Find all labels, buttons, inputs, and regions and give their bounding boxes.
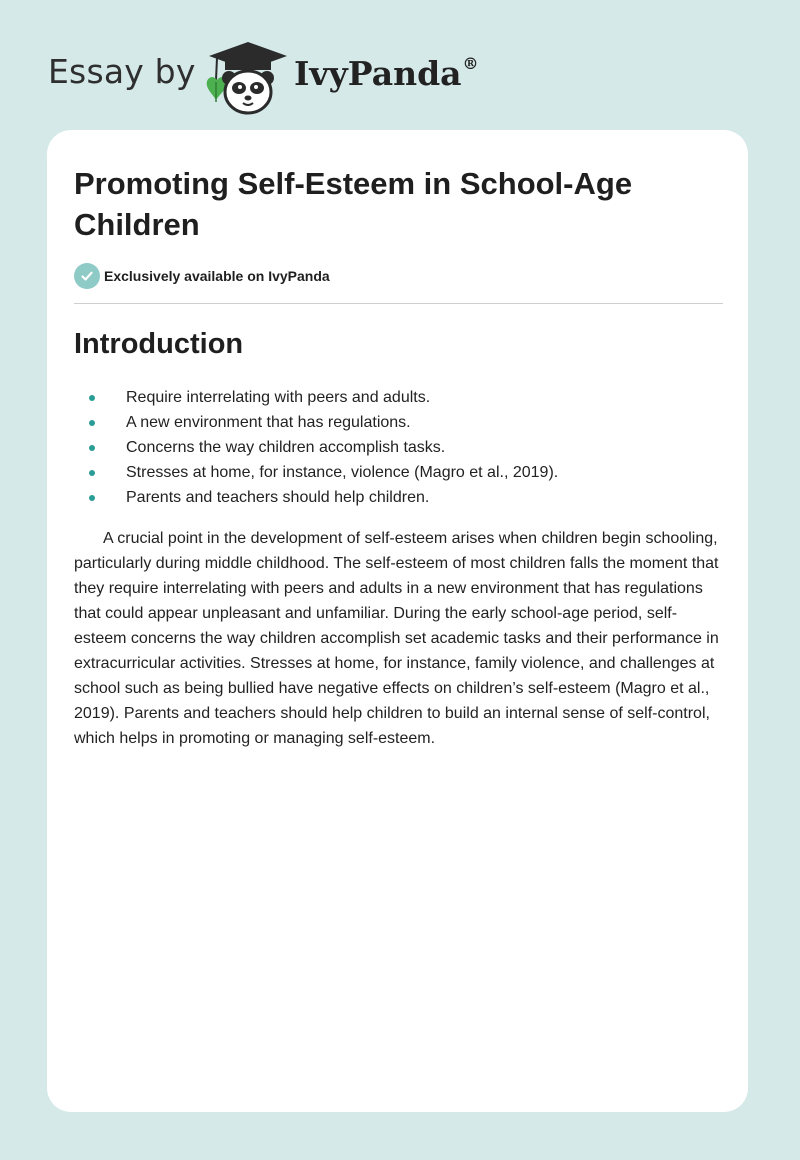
section-heading: Introduction	[74, 328, 244, 360]
bullet-list	[74, 385, 714, 510]
list-item	[74, 485, 714, 510]
bullet-dot-icon	[89, 445, 95, 451]
divider	[74, 303, 723, 304]
site-header	[48, 30, 508, 120]
list-item	[74, 385, 714, 410]
essay-by-label: Essay by	[48, 52, 196, 91]
bullet-dot-icon	[89, 420, 95, 426]
bullet-dot-icon	[89, 495, 95, 501]
body-paragraph: A crucial point in the development of self-esteem arises when children begin schooling, particularly during middle childhood. The self-esteem of most children falls the moment that they require interrelating with peers and adults in a new environment that has regulations that could appear unpleasant and unfamiliar. During the early school-age period, self-esteem concerns the way children accomplish set academic tasks and their performance in extracurricular activities. Stresses at home, for instance, family violence, and challenges at school such as being bullied have negative effects on children’s self-esteem (Magro et al., 2019). Parents and teachers should help children to build an internal sense of self-control, which helps in promoting or managing self-esteem.	[74, 530, 719, 747]
list-item	[74, 435, 714, 460]
bullet-dot-icon	[89, 395, 95, 401]
list-item-text: Require interrelating with peers and adults.	[126, 389, 431, 406]
list-item-text: A new environment that has regulations.	[126, 414, 411, 431]
panda-graduate-icon[interactable]	[203, 36, 293, 116]
list-item-text: Concerns the way children accomplish tasks.	[126, 439, 446, 456]
page-title: Promoting Self-Esteem in School-Age Children	[74, 166, 633, 242]
list-item-text: Parents and teachers should help children.	[126, 489, 430, 506]
essay-card	[47, 130, 748, 1112]
list-item-text: Stresses at home, for instance, violence (Magro et al., 2019).	[126, 464, 559, 481]
bullet-dot-icon	[89, 470, 95, 476]
list-item	[74, 410, 714, 435]
check-circle-icon	[74, 263, 100, 289]
exclusive-label: Exclusively available on IvyPanda	[104, 268, 330, 284]
exclusive-notice	[74, 263, 330, 289]
brand-logo-text[interactable]: IvyPanda®	[294, 54, 479, 93]
list-item	[74, 460, 714, 485]
